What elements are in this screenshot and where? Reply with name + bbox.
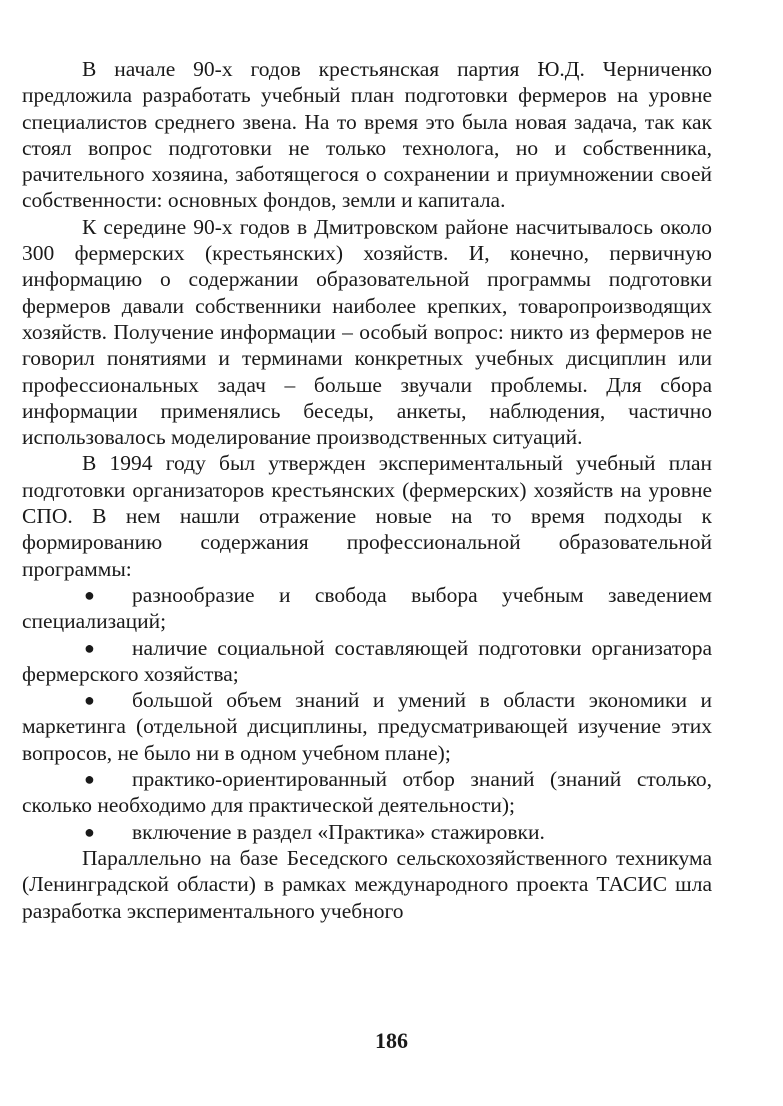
paragraph-2: К середине 90-х годов в Дмитровском районе насчитывалось около 300 фермерских (крестьянских) хозяйств. И, конечно, первичную информацию о содержании образовательной программы подготовки фермеров давали собственники наиболее крепких, товаропроизводящих хозяйств. Получение информации – особый вопрос: никто из фермеров не говорил понятиями и терминами конкретных учебных дисциплин или профессиональных задач – больше звучали проблемы. Для сбора информации применялись беседы, анкеты, наблюдения, частично использовалось моделирование производственных ситуаций.	[22, 214, 712, 450]
list-item-text: включение в раздел «Практика» стажировки.	[132, 819, 545, 844]
list-item	[22, 819, 712, 845]
bullet-icon: ●	[84, 584, 95, 605]
list-item-text: наличие социальной составляющей подготовки организатора фермерского хозяйства;	[22, 635, 712, 686]
list-item	[22, 635, 712, 688]
bullet-icon: ●	[84, 769, 95, 790]
list-item	[22, 582, 712, 635]
list-item	[22, 687, 712, 766]
list-item-text: большой объем знаний и умений в области экономики и маркетинга (отдельной дисциплины, предусматривающей изучение этих вопросов, не было ни в одном учебном плане);	[22, 688, 712, 765]
list-item-text: разнообразие и свобода выбора учебным заведением специализаций;	[22, 582, 712, 634]
bullet-icon: ●	[84, 821, 95, 842]
body-text	[22, 56, 712, 924]
paragraph-1: В начале 90-х годов крестьянская партия Ю.Д. Черниченко предложила разработать учебный план подготовки фермеров на уровне специалистов среднего звена. На то время это была новая задача, так как стоял вопрос подготовки не только технолога, но и собственника, рачительного хозяина, заботящегося о сохранении и приумножении своей собственности: основных фондов, земли и капитала.	[22, 57, 712, 213]
paragraph-4: Параллельно на базе Беседского сельскохозяйственного техникума (Ленинградской области) в рамках международного проекта ТАСИС шла разработка экспериментального учебного	[22, 845, 712, 923]
bullet-list	[22, 582, 712, 845]
list-item-text: практико-ориентированный отбор знаний (знаний столько, сколько необходимо для практической деятельности);	[22, 767, 712, 818]
page-number: 186	[375, 1028, 408, 1053]
list-item	[22, 766, 712, 819]
bullet-icon: ●	[84, 690, 95, 711]
bullet-icon: ●	[84, 637, 95, 658]
paragraph-3: В 1994 году был утвержден экспериментальный учебный план подготовки организаторов крестьянских (фермерских) хозяйств на уровне СПО. В нем нашли отражение новые на то время подходы к формированию содержания профессиональной образовательной программы:	[22, 451, 712, 581]
